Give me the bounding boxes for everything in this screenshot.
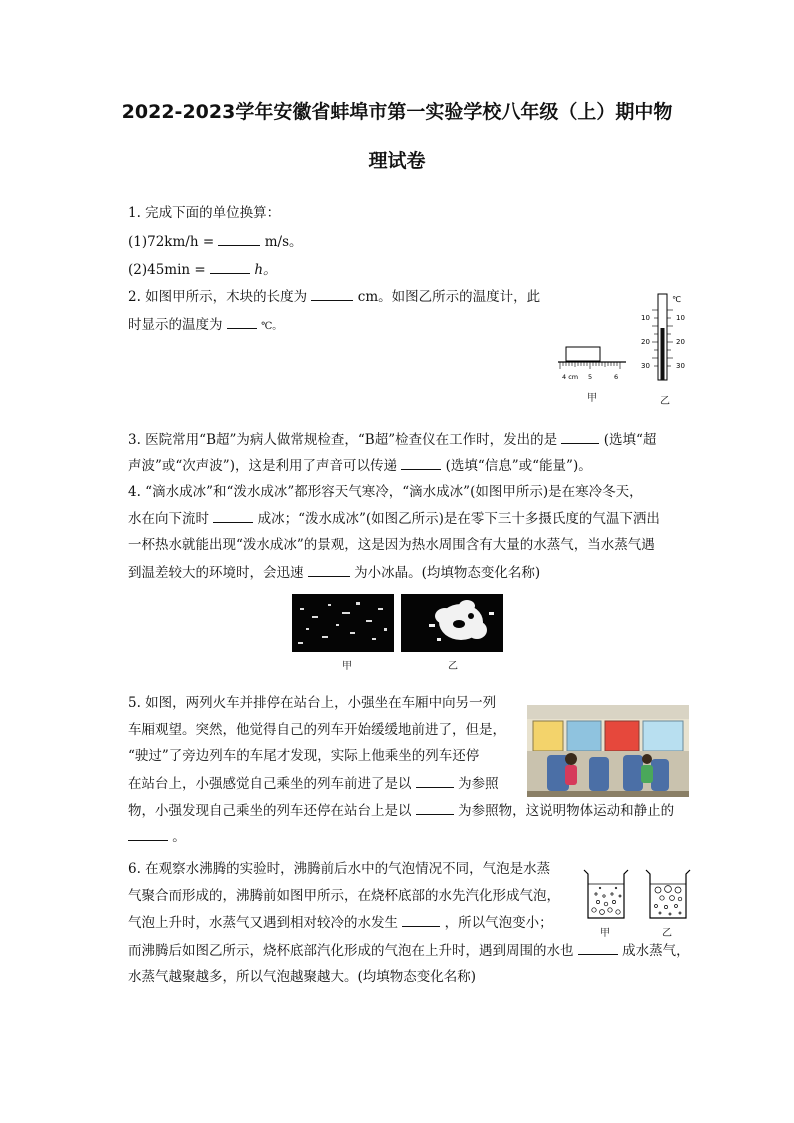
thermo-tick-label: 30 xyxy=(641,362,650,370)
q4-text-b: 成冰；“泼水成冰”(如图乙所示)是在零下三十多摄氏度的气温下洒出 xyxy=(257,511,660,527)
figure-label-a: 甲 xyxy=(587,393,597,404)
question-1-prompt: 1. 完成下面的单位换算： xyxy=(128,205,281,221)
wood-block xyxy=(566,347,600,361)
figure-label-a: 甲 xyxy=(600,928,610,939)
question-4-line-1: 4. “滴水成冰”和“泼水成冰”都形容天气寒冷，“滴水成冰”(如图甲所示)是在寒冷冬天， xyxy=(128,484,643,500)
answer-blank[interactable] xyxy=(128,827,168,841)
answer-blank[interactable] xyxy=(218,232,260,246)
answer-blank[interactable] xyxy=(578,941,618,955)
q4-text-c: 到温差较大的环境时，会迅速 xyxy=(128,565,304,581)
splashing-ice-photo xyxy=(401,594,503,652)
figure-label-b: 乙 xyxy=(448,661,458,672)
train-interior-illustration xyxy=(527,705,689,797)
question-5-line-6 xyxy=(128,827,186,846)
ruler-tick-label: 6 xyxy=(614,373,619,381)
question-4-line-4 xyxy=(128,563,540,582)
q1-part1-unit: m/s。 xyxy=(264,234,303,250)
q4-text-a: 水在向下流时 xyxy=(128,511,209,527)
question-6-line-4 xyxy=(128,941,690,960)
question-6-line-2: 气聚合而形成的，沸腾前如图甲所示，在烧杯底部的水先汽化形成气泡， xyxy=(128,888,560,904)
thermo-tick-label: 10 xyxy=(676,314,685,322)
answer-blank[interactable] xyxy=(416,801,454,815)
answer-blank[interactable] xyxy=(311,287,353,301)
answer-blank[interactable] xyxy=(416,774,454,788)
ruler-figure xyxy=(556,345,628,385)
q2-text-c: 时显示的温度为 xyxy=(128,317,223,333)
ruler-tick-label: 4 cm xyxy=(562,373,579,381)
q2-text-a: 2. 如图甲所示，木块的长度为 xyxy=(128,289,308,305)
q5-text-c: 物，小强发现自己乘坐的列车还停在站台上是以 xyxy=(128,803,412,819)
answer-blank[interactable] xyxy=(401,456,441,470)
question-4-line-2 xyxy=(128,509,660,528)
question-6-line-5: 水蒸气越聚越多，所以气泡越聚越大。(均填物态变化名称) xyxy=(128,969,477,985)
answer-blank[interactable] xyxy=(210,260,250,274)
beaker-before-boiling xyxy=(580,866,630,922)
page-title-line2: 理试卷 xyxy=(368,150,426,172)
q1-part2-text: (2)45min = xyxy=(128,262,206,278)
thermometer-unit: ℃ xyxy=(672,295,681,304)
liquid-column xyxy=(661,328,665,380)
q2-text-b: cm。如图乙所示的温度计，此 xyxy=(357,289,541,305)
question-2-line-1 xyxy=(128,287,540,306)
q4-text-d: 为小冰晶。(均填物态变化名称) xyxy=(354,565,541,581)
figure-label-b: 乙 xyxy=(660,396,670,407)
q3-text-c: 声波”或“次声波”)，这是利用了声音可以传递 xyxy=(128,458,397,474)
beaker-during-boiling xyxy=(642,866,692,922)
q6-text-b: ，所以气泡变小； xyxy=(444,915,553,931)
q5-text-a: 在站台上，小强感觉自己乘坐的列车前进了是以 xyxy=(128,776,412,792)
question-5-line-3: “驶过”了旁边列车的车尾才发现，实际上他乘坐的列车还停 xyxy=(128,748,480,764)
question-5-line-4 xyxy=(128,774,499,793)
q1-part2-unit: h。 xyxy=(254,262,277,278)
q6-text-a: 气泡上升时，水蒸气又遇到相对较冷的水发生 xyxy=(128,915,398,931)
answer-blank[interactable] xyxy=(308,563,350,577)
q3-text-d: (选填“信息”或“能量”)。 xyxy=(445,458,592,474)
thermo-tick-label: 20 xyxy=(641,338,650,346)
thermometer-figure xyxy=(636,290,696,390)
q5-text-e: 。 xyxy=(172,829,186,845)
question-2-line-2 xyxy=(128,315,282,336)
thermo-tick-label: 30 xyxy=(676,362,685,370)
dripping-ice-photo xyxy=(292,594,394,652)
q6-text-d: 成水蒸气， xyxy=(622,943,690,959)
answer-blank[interactable] xyxy=(227,315,257,329)
thermo-tick-label: 10 xyxy=(641,314,650,322)
page-title: 2022-2023学年安徽省蚌埠市第一实验学校八年级（上）期中物 xyxy=(121,101,673,123)
question-5-line-1: 5. 如图，两列火车并排停在站台上，小强坐在车厢中向另一列 xyxy=(128,695,497,711)
question-5-line-2: 车厢观望。突然，他觉得自己的列车开始缓缓地前进了，但是， xyxy=(128,722,506,738)
thermo-tick-label: 20 xyxy=(676,338,685,346)
q2-text-d: ℃。 xyxy=(261,321,283,332)
q6-text-c: 而沸腾后如图乙所示，烧杯底部汽化形成的气泡在上升时，遇到周围的水也 xyxy=(128,943,574,959)
question-5-line-5 xyxy=(128,801,674,820)
figure-label-b: 乙 xyxy=(662,928,672,939)
question-4-line-3: 一杯热水就能出现“泼水成冰”的景观，这是因为热水周围含有大量的水蒸气，当水蒸气遇 xyxy=(128,537,655,553)
q3-text-b: (选填“超 xyxy=(603,432,657,448)
q1-part1-text: (1)72km/h = xyxy=(128,234,215,250)
question-3-line-2 xyxy=(128,456,592,475)
question-1-part-1 xyxy=(128,232,303,251)
q5-text-d: 为参照物，这说明物体运动和静止的 xyxy=(458,803,675,819)
answer-blank[interactable] xyxy=(213,509,253,523)
q3-text-a: 3. 医院常用“B超”为病人做常规检查，“B超”检查仪在工作时，发出的是 xyxy=(128,432,558,448)
question-1-part-2 xyxy=(128,260,277,279)
answer-blank[interactable] xyxy=(561,430,599,444)
question-6-line-3 xyxy=(128,913,553,932)
q5-text-b: 为参照 xyxy=(458,776,499,792)
ruler-tick-label: 5 xyxy=(588,373,593,381)
question-3-line-1 xyxy=(128,430,656,449)
question-6-line-1: 6. 在观察水沸腾的实验时，沸腾前后水中的气泡情况不同，气泡是水蒸 xyxy=(128,861,551,877)
answer-blank[interactable] xyxy=(402,913,440,927)
figure-label-a: 甲 xyxy=(342,661,352,672)
